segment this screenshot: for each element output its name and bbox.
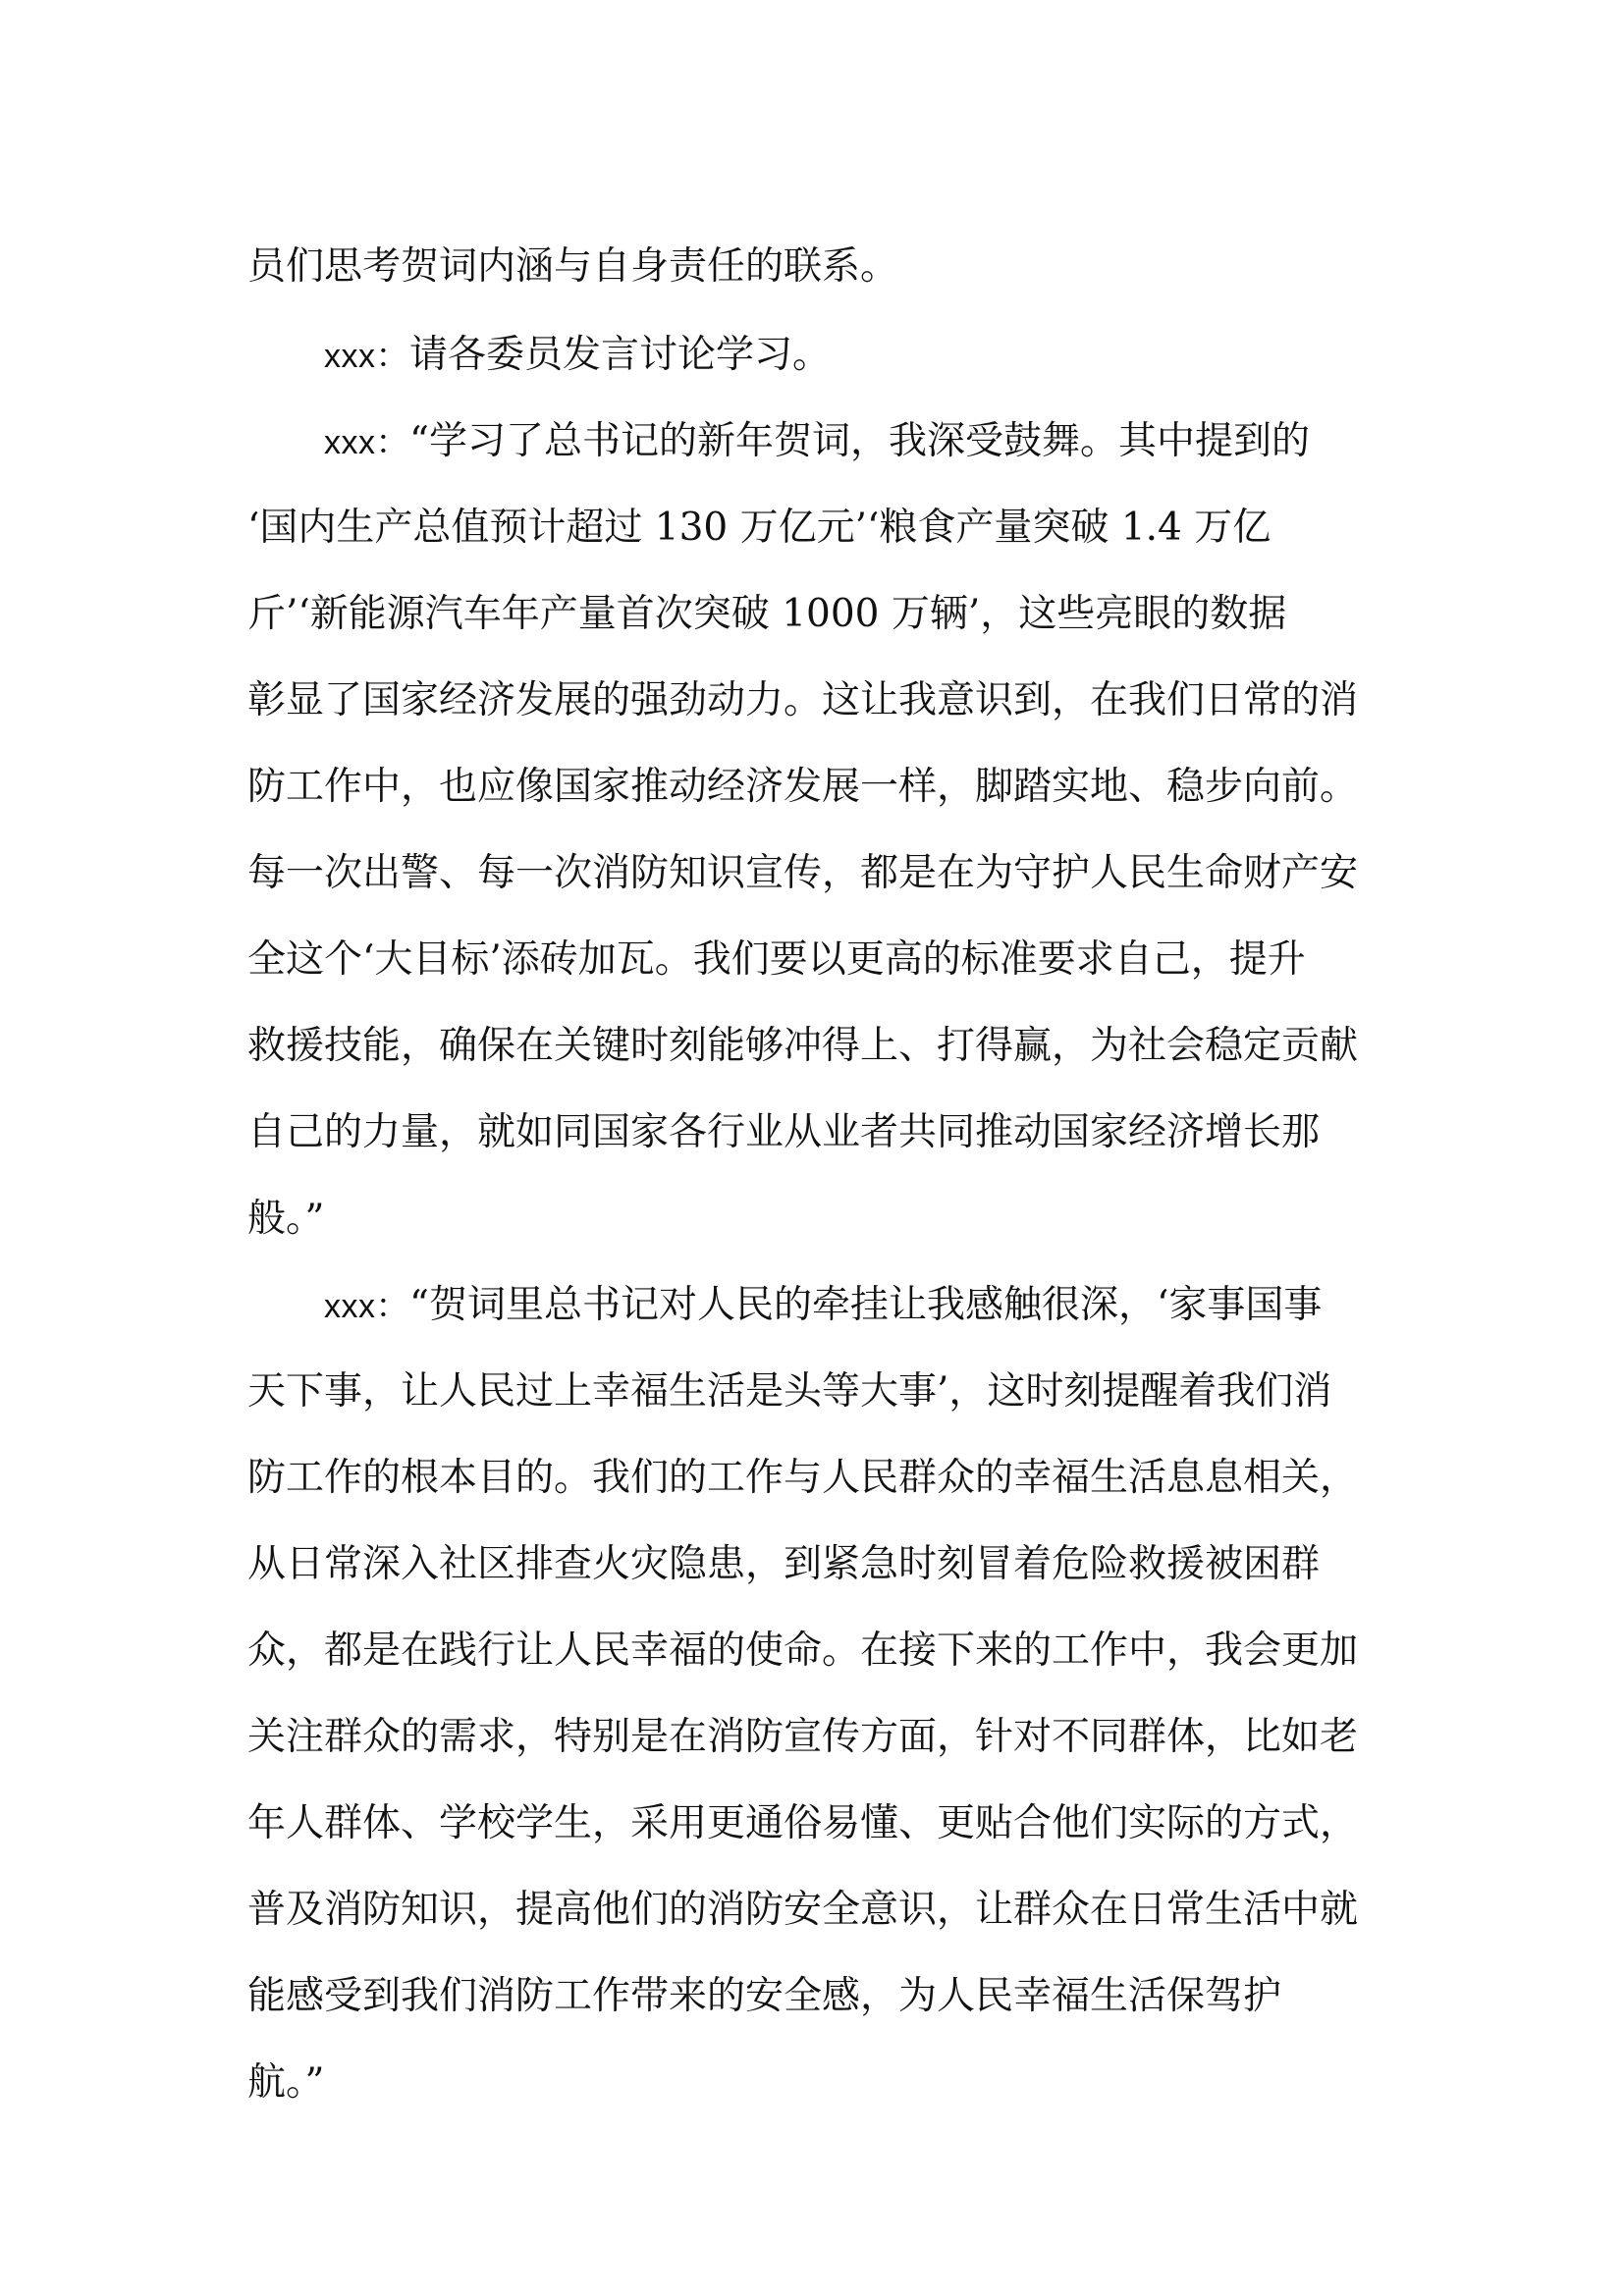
line-text: 请各委员发言讨论学习。 xyxy=(409,333,832,377)
line-text: 彰显了国家经济发展的强劲动力。这让我意识到，在我们日常的消 xyxy=(247,678,1359,722)
line-text: 救援技能，确保在关键时刻能够冲得上、打得赢，为社会稳定贡献 xyxy=(247,1024,1359,1068)
text-line xyxy=(247,591,1286,638)
line-text: 从日常深入社区排查火灾隐患，到紧急时刻冒着危险救援被困群 xyxy=(247,1542,1321,1586)
text-line xyxy=(324,418,1310,466)
text-line xyxy=(247,243,898,291)
text-line xyxy=(247,1800,1358,1847)
text-line xyxy=(247,1973,1281,2020)
line-text: 每一次出警、每一次消防知识宣传，都是在为守护人民生命财产安 xyxy=(247,851,1359,895)
speaker-label: xxx： xyxy=(324,424,409,461)
line-text: “贺词里总书记对人民的牵挂让我感触很深，‘家事国事 xyxy=(409,1283,1323,1327)
text-line xyxy=(247,677,1358,724)
line-text: 众，都是在践行让人民幸福的使命。在接下来的工作中，我会更加 xyxy=(247,1629,1359,1673)
text-line xyxy=(324,1282,1322,1330)
line-text: 防工作的根本目的。我们的工作与人民群众的幸福生活息息相关， xyxy=(247,1456,1359,1500)
line-text: 普及消防知识，提高他们的消防安全意识，让群众在日常生活中就 xyxy=(247,1888,1359,1932)
line-text: 般。” xyxy=(247,1197,325,1241)
speaker-label: xxx： xyxy=(324,1288,409,1325)
text-line xyxy=(247,1109,1320,1156)
text-line xyxy=(247,1541,1320,1588)
text-line xyxy=(247,1455,1358,1502)
text-line xyxy=(324,332,831,380)
line-text: “学习了总书记的新年贺词，我深受鼓舞。其中提到的 xyxy=(409,419,1310,463)
text-line xyxy=(247,1196,324,1243)
text-line xyxy=(247,1714,1358,1761)
text-line xyxy=(247,936,1306,984)
line-text: 航。” xyxy=(247,2060,325,2105)
text-line xyxy=(247,850,1358,897)
line-text: ‘国内生产总值预计超过 130 万亿元’‘粮食产量突破 1.4 万亿 xyxy=(247,506,1271,550)
line-text: 员们思考贺词内涵与自身责任的联系。 xyxy=(247,244,899,289)
line-text: 防工作中，也应像国家推动经济发展一样，脚踏实地、稳步向前。 xyxy=(247,765,1359,809)
text-line xyxy=(247,1368,1331,1415)
text-line xyxy=(247,2059,324,2107)
text-line xyxy=(247,764,1358,811)
line-text: 能感受到我们消防工作带来的安全感，为人民幸福生活保驾护 xyxy=(247,1974,1282,2018)
text-line xyxy=(247,1887,1358,1934)
line-text: 关注群众的需求，特别是在消防宣传方面，针对不同群体，比如老 xyxy=(247,1715,1359,1759)
line-text: 全这个‘大目标’添砖加瓦。我们要以更高的标准要求自己，提升 xyxy=(247,937,1306,982)
speaker-label: xxx： xyxy=(324,338,409,375)
text-line xyxy=(247,1628,1358,1675)
text-line xyxy=(247,505,1271,552)
line-text: 斤’‘新能源汽车年产量首次突破 1000 万辆’，这些亮眼的数据 xyxy=(247,592,1287,636)
line-text: 年人群体、学校学生，采用更通俗易懂、更贴合他们实际的方式， xyxy=(247,1801,1359,1845)
line-text: 天下事，让人民过上幸福生活是头等大事’，这时刻提醒着我们消 xyxy=(247,1369,1332,1414)
text-line xyxy=(247,1023,1358,1070)
line-text: 自己的力量，就如同国家各行业从业者共同推动国家经济增长那 xyxy=(247,1110,1321,1154)
